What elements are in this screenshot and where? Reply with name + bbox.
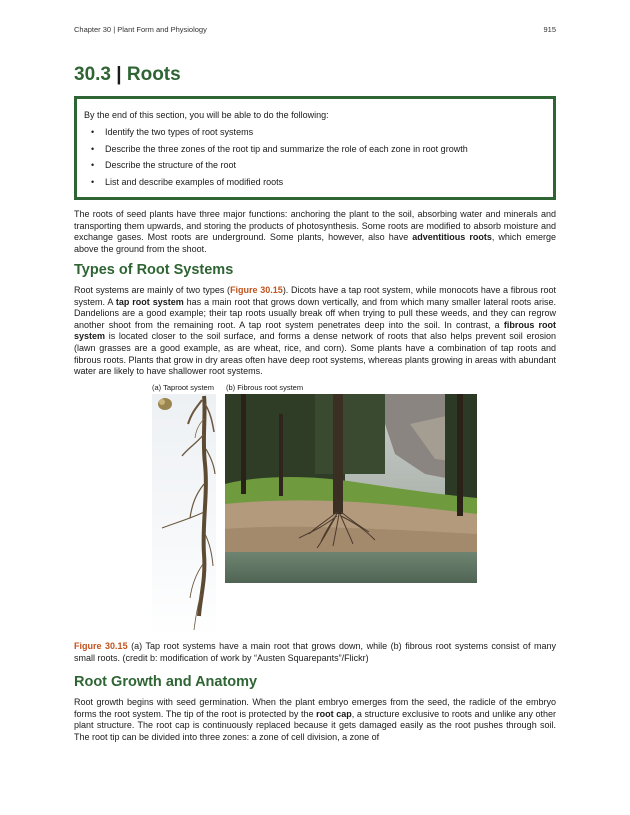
- heading-types-of-root-systems: Types of Root Systems: [74, 262, 234, 278]
- fibrous-root-photo: [225, 394, 477, 583]
- objective-item: • Identify the two types of root systems: [84, 126, 468, 143]
- chapter-title: Chapter 30 | Plant Form and Physiology: [74, 25, 207, 34]
- intro-paragraph: The roots of seed plants have three major functions: anchoring the plant to the soil, absorbing water and minerals and transporting them upwards, and storing the products of photosynthesis. Some roots are modified to absorb moisture and exchange gases. Most roots are underground. Some plants, however, also have adventitious roots, which emerge above the ground from the shoot.: [74, 209, 556, 254]
- term-tap-root-system: tap root system: [115, 296, 184, 307]
- section-separator: |: [116, 64, 122, 85]
- figure-link[interactable]: Figure 30.15: [230, 285, 283, 295]
- growth-paragraph: Root growth begins with seed germination. When the plant embryo emerges from the seed, the radicle of the embryo forms the root system. The tip of the root is protected by the root cap, a structure exclusive to roots and unlike any other plant structure. The root cap is continuously replaced because it gets damaged easily as the root pushes through soil. The root tip can be divided into three zones: a zone of cell division, a zone of: [74, 697, 556, 742]
- figure-label-a: (a) Taproot system: [152, 383, 214, 392]
- section-number: 30.3: [74, 64, 111, 85]
- objective-item: • Describe the structure of the root: [84, 159, 468, 176]
- figure-label-b: (b) Fibrous root system: [226, 383, 304, 392]
- page-number: 915: [543, 25, 556, 34]
- term-adventitious-roots: adventitious roots: [412, 232, 492, 243]
- running-header: [74, 25, 556, 34]
- taproot-illustration: [152, 394, 216, 638]
- taproot-photo: [152, 394, 216, 638]
- term-root-cap: root cap: [316, 708, 352, 719]
- section-title: [74, 64, 181, 86]
- learning-objectives-box: [74, 96, 556, 200]
- heading-root-growth-and-anatomy: Root Growth and Anatomy: [74, 674, 258, 690]
- term-fibrous-root-system: fibrous root system: [74, 319, 556, 342]
- objectives-intro: By the end of this section, you will be able to do the following:: [84, 110, 329, 120]
- objective-item: • Describe the three zones of the root tip and summarize the role of each zone in root growth: [84, 143, 468, 160]
- fibrous-root-illustration: [225, 394, 477, 583]
- types-paragraph: Root systems are mainly of two types (Figure 30.15). Dicots have a tap root system, while monocots have a fibrous root system. A tap root system has a main root that grows down vertically, and from which many smaller lateral roots arise. Dandelions are a good example; their tap roots usually break off when trying to pull these weeds, and they can regrow another shoot from the remaining root. A tap root system penetrates deep into the soil. In contrast, a fibrous root system is located closer to the soil surface, and forms a dense network of roots that also helps prevent soil erosion (lawn grasses are a good example, as are wheat, rice, and corn). Some plants have a combination of tap roots and fibrous roots. Plants that grow in dry areas often have deep root systems, whereas plants growing in areas with abundant water are likely to have shallower root systems.: [74, 285, 557, 377]
- objective-item: • List and describe examples of modified roots: [84, 176, 468, 193]
- objectives-list: [84, 126, 468, 192]
- figure-caption: Figure 30.15 (a) Tap root systems have a main root that grows down, while (b) fibrous root systems consist of many small roots. (credit b: modification of work by “Austen Squarepants”/Flickr): [74, 641, 556, 663]
- section-name: Roots: [126, 64, 181, 85]
- caption-label: Figure 30.15: [74, 641, 128, 651]
